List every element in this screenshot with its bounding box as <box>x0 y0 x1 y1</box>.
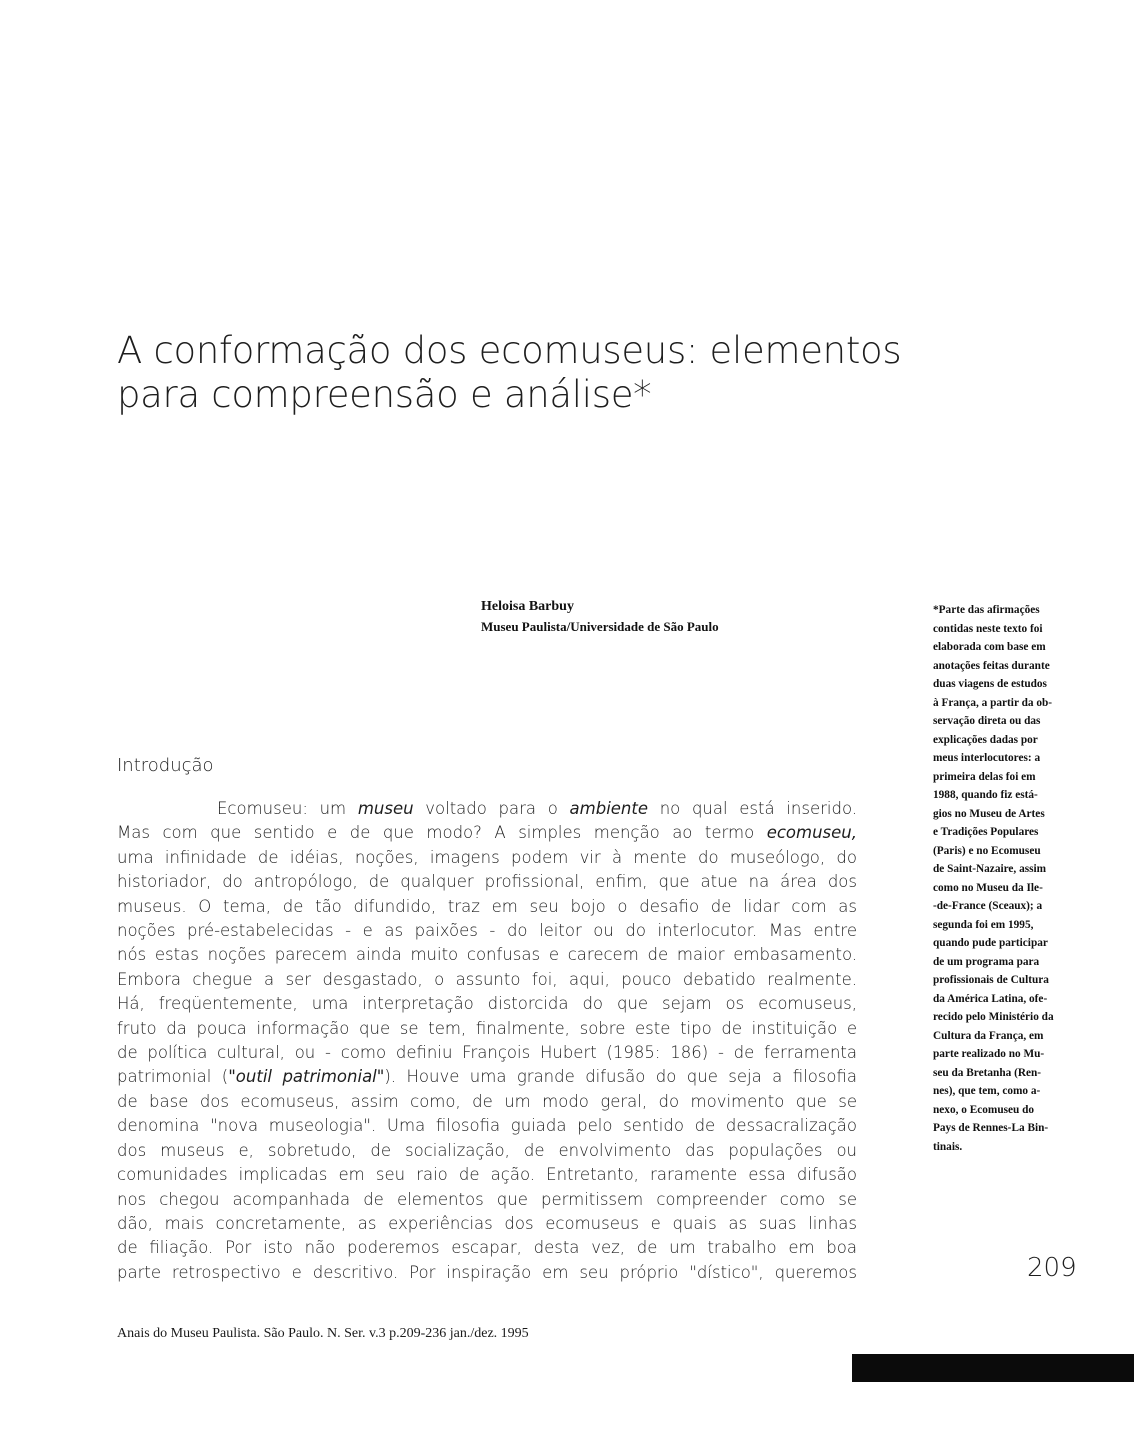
footnote-line: *Parte das afirmações <box>933 604 1040 616</box>
body-line: dos museus e, sobretudo, de socialização, de envolvimento das populações ou <box>117 1140 857 1160</box>
text-run: patrimonial ( <box>117 1067 229 1087</box>
footnote-line: nexo, o Ecomuseu do <box>933 1103 1035 1116</box>
italic-term: ambiente <box>569 799 649 818</box>
body-line <box>117 821 857 845</box>
body-line: de política cultural, ou - como definiu François Hubert (1985: 186) - de ferramenta <box>117 1043 857 1063</box>
footnote <box>933 601 1077 1156</box>
text-run: no qual está inserido. <box>648 799 857 818</box>
title-line-2: para compreensão e análise* <box>117 373 652 416</box>
body-line: museus. O tema, de tão difundido, traz em seu bojo o desafio de lidar com as <box>117 896 857 916</box>
footnote-line: meus interlocutores: a <box>933 752 1041 764</box>
footnote-line: anotações feitas durante <box>933 659 1050 672</box>
body-line: fruto da pouca informação que se tem, finalmente, sobre este tipo de instituição e <box>117 1018 857 1038</box>
body-line: Embora chegue a ser desgastado, o assunto foi, aqui, pouco debatido realmente. <box>117 969 857 989</box>
footnote-line: nes), que tem, como a- <box>933 1085 1041 1097</box>
footnote-line: seu da Bretanha (Ren- <box>933 1066 1042 1079</box>
body-line <box>117 1065 857 1089</box>
footnote-line: parte realizado no Mu- <box>933 1048 1045 1060</box>
footnote-line: quando pude participar <box>933 937 1048 949</box>
title-line-1: A conformação dos ecomuseus: elementos <box>117 329 902 372</box>
author-name: Heloisa Barbuy <box>481 599 574 614</box>
footnote-line: primeira delas foi em <box>933 770 1036 783</box>
italic-term: museu <box>357 799 414 818</box>
footnote-line: e Tradições Populares <box>933 826 1039 838</box>
body-line: de base dos ecomuseus, assim como, de um modo geral, do movimento que se <box>117 1091 857 1111</box>
text-run: Mas com que sentido e de que modo? A simples menção ao termo <box>117 823 767 843</box>
footnote-line: tinais. <box>933 1140 963 1153</box>
footnote-line: gios no Museu de Artes <box>933 807 1045 820</box>
footnote-line: Pays de Rennes-La Bin- <box>933 1122 1049 1134</box>
footnote-line: como no Museu da Ile- <box>933 881 1043 894</box>
page-number: 209 <box>1027 1253 1077 1283</box>
footnote-line: duas viagens de estudos <box>933 678 1047 690</box>
body-line: nos chegou acompanhada de elementos que permitissem compreender como se <box>117 1189 857 1209</box>
footnote-line: de um programa para <box>933 955 1040 968</box>
body-line: Há, freqüentemente, uma interpretação distorcida do que sejam os ecomuseus, <box>117 994 857 1014</box>
body-line: comunidades implicadas em seu raio de ação. Entretanto, raramente essa difusão <box>117 1165 857 1185</box>
body-line: uma infinidade de idéias, noções, imagens podem vir à mente do museólogo, do <box>117 847 857 867</box>
footnote-line: de Saint-Nazaire, assim <box>933 863 1047 875</box>
footnote-line: segunda foi em 1995, <box>933 918 1034 931</box>
body-line: noções pré-estabelecidas - e as paixões - do leitor ou do interlocutor. Mas entre <box>117 921 857 941</box>
italic-term: "outil patrimonial" <box>228 1067 385 1087</box>
footnote-line: (Paris) e no Ecomuseu <box>933 844 1041 857</box>
text-run: Ecomuseu: um <box>217 799 358 818</box>
footnote-line: recido pelo Ministério da <box>933 1011 1054 1023</box>
text-run: voltado para o <box>413 799 570 818</box>
body-line: de filiação. Por isto não poderemos escapar, desta vez, de um trabalho em boa <box>117 1238 857 1258</box>
body-line: parte retrospectivo e descritivo. Por inspiração em seu próprio "dístico", queremos <box>117 1262 857 1282</box>
footnote-line: 1988, quando fiz está- <box>933 789 1038 801</box>
footnote-line: Cultura da França, em <box>933 1029 1044 1042</box>
text-run: ). Houve uma grande difusão do que seja a filosofia <box>384 1067 857 1087</box>
footnote-line: contidas neste texto foi <box>933 622 1043 635</box>
body-line <box>117 797 857 821</box>
body-line: nós estas noções parecem ainda muito confusas e carecem de maior embasamento. <box>117 945 857 965</box>
footnote-line: da América Latina, ofe- <box>933 992 1048 1005</box>
footnote-line: à França, a partir da ob- <box>933 696 1053 709</box>
author-affiliation: Museu Paulista/Universidade de São Paulo <box>481 619 719 634</box>
italic-term: ecomuseu, <box>766 823 857 843</box>
footnote-line: explicações dadas por <box>933 733 1038 746</box>
body-line: dão, mais concretamente, as experiências dos ecomuseus e quais as suas linhas <box>117 1213 857 1233</box>
footnote-line: -de-France (Sceaux); a <box>933 900 1043 912</box>
author-block <box>481 597 811 637</box>
body-paragraph <box>117 797 857 1285</box>
body-line: denomina "nova museologia". Uma filosofia guiada pelo sentido de dessacralização <box>117 1116 857 1136</box>
footnote-line: elaborada com base em <box>933 641 1046 653</box>
footnote-line: profissionais de Cultura <box>933 974 1049 986</box>
scan-edge-bar <box>852 1354 1134 1382</box>
journal-citation: Anais do Museu Paulista. São Paulo. N. Ser. v.3 p.209-236 jan./dez. 1995 <box>117 1326 529 1341</box>
article-title <box>117 329 902 417</box>
footnote-line: servação direta ou das <box>933 715 1041 727</box>
section-heading: Introdução <box>117 755 214 776</box>
body-line: historiador, do antropólogo, de qualquer profissional, enfim, que atue na área dos <box>117 872 857 892</box>
